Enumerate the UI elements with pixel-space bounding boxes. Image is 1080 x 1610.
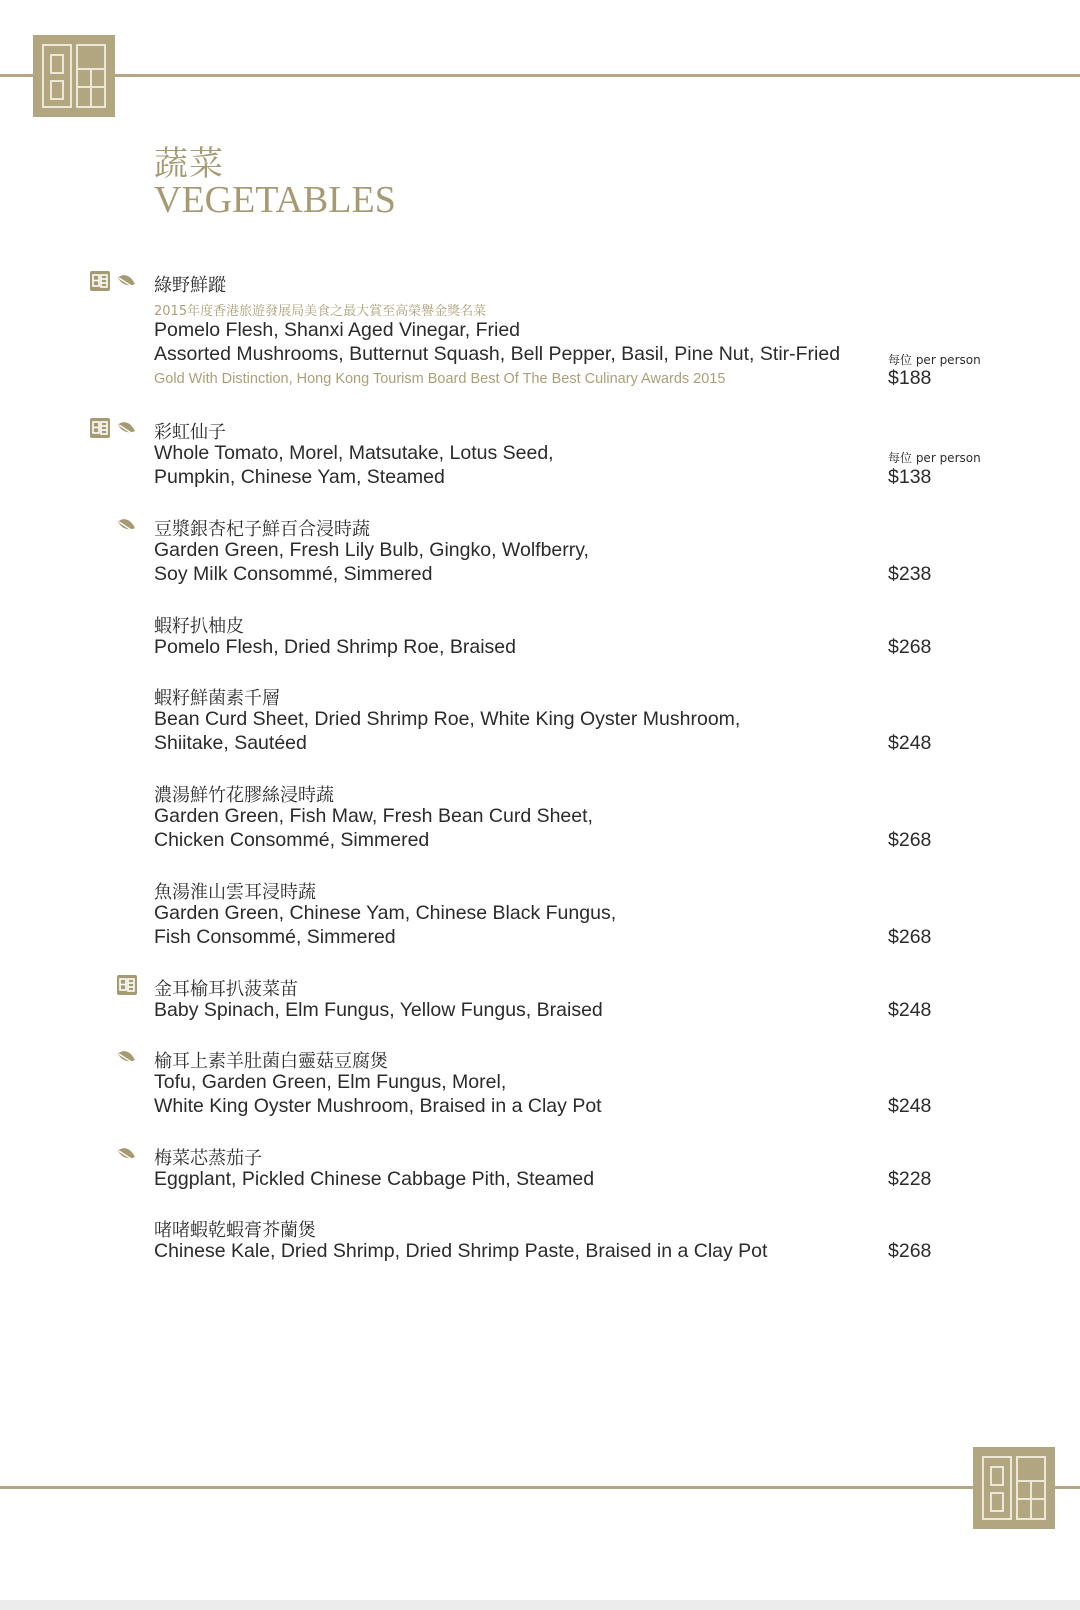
ming-seal-icon [89,417,111,439]
item-price: $228 [888,1168,932,1190]
item-description-line: Whole Tomato, Morel, Matsutake, Lotus Seed, [154,442,554,464]
item-description-line: Pomelo Flesh, Shanxi Aged Vinegar, Fried [154,319,521,341]
leaf-icon [116,270,138,292]
item-name-zh: 魚湯淮山雲耳浸時蔬 [154,882,316,903]
item-description-line: Chicken Consommé, Simmered [154,829,430,851]
item-description-line: Chinese Kale, Dried Shrimp, Dried Shrimp Paste, Braised in a Clay Pot [154,1240,768,1262]
top-rule [0,74,1080,77]
item-description-line: Eggplant, Pickled Chinese Cabbage Pith, Steamed [154,1168,595,1190]
item-description-line: White King Oyster Mushroom, Braised in a Clay Pot [154,1095,602,1117]
item-description-line: Shiitake, Sautéed [154,732,307,754]
item-price: $238 [888,563,932,585]
bottom-rule [0,1486,1080,1489]
item-name-zh: 榆耳上素羊肚菌白靈菇豆腐煲 [154,1051,388,1072]
item-name-zh: 濃湯鮮竹花膠絲浸時蔬 [154,785,334,806]
item-description-line: Tofu, Garden Green, Elm Fungus, Morel, [154,1071,507,1093]
ming-seal-icon [116,974,138,996]
leaf-icon [116,514,138,536]
item-description-line: Garden Green, Fresh Lily Bulb, Gingko, Wolfberry, [154,539,589,561]
item-name-zh: 豆漿銀杏杞子鮮百合浸時蔬 [154,519,370,540]
leaf-icon [116,417,138,439]
item-price: $268 [888,636,932,658]
leaf-icon [116,1046,138,1068]
item-price: $268 [888,926,932,948]
page-bottom-edge [0,1600,1080,1610]
award-en: Gold With Distinction, Hong Kong Tourism Board Best Of The Best Culinary Awards 2015 [154,371,726,387]
award-zh: 2015年度香港旅遊發展局美食之最大賞至高榮譽金獎名菜 [154,304,487,319]
item-name-zh: 啫啫蝦乾蝦膏芥蘭煲 [154,1220,316,1241]
section-title-en: VEGETABLES [154,179,396,221]
item-price: $268 [888,829,932,851]
item-price: $248 [888,1095,932,1117]
leaf-icon [116,1143,138,1165]
item-price: $188 [888,367,932,389]
item-name-zh: 彩虹仙子 [154,422,226,443]
item-description-line: Baby Spinach, Elm Fungus, Yellow Fungus, Braised [154,999,603,1021]
item-description-line: Pomelo Flesh, Dried Shrimp Roe, Braised [154,636,516,658]
item-name-zh: 金耳榆耳扒菠菜苗 [154,979,298,1000]
item-description-line: Pumpkin, Chinese Yam, Steamed [154,466,445,488]
item-name-zh: 蝦籽扒柚皮 [154,616,244,637]
item-description-line: Bean Curd Sheet, Dried Shrimp Roe, White King Oyster Mushroom, [154,708,741,730]
item-name-zh: 蝦籽鮮菌素千層 [154,688,280,709]
item-description-line: Assorted Mushrooms, Butternut Squash, Bell Pepper, Basil, Pine Nut, Stir-Fried [154,343,841,365]
item-name-zh: 綠野鮮蹤 [154,275,226,296]
ming-seal-icon [89,270,111,292]
item-description-line: Garden Green, Fish Maw, Fresh Bean Curd Sheet, [154,805,593,827]
section-title-zh: 蔬菜 [154,144,224,184]
item-name-zh: 梅菜芯蒸茄子 [154,1148,262,1169]
item-description-line: Garden Green, Chinese Yam, Chinese Black Fungus, [154,902,617,924]
price-unit: 每位 per person [888,353,981,367]
ming-logo-icon [973,1447,1055,1529]
item-description-line: Soy Milk Consommé, Simmered [154,563,433,585]
item-description-line: Fish Consommé, Simmered [154,926,396,948]
ming-logo-icon [33,35,115,117]
item-price: $248 [888,732,932,754]
item-price: $248 [888,999,932,1021]
price-unit: 每位 per person [888,451,981,465]
item-price: $268 [888,1240,932,1262]
item-price: $138 [888,466,932,488]
